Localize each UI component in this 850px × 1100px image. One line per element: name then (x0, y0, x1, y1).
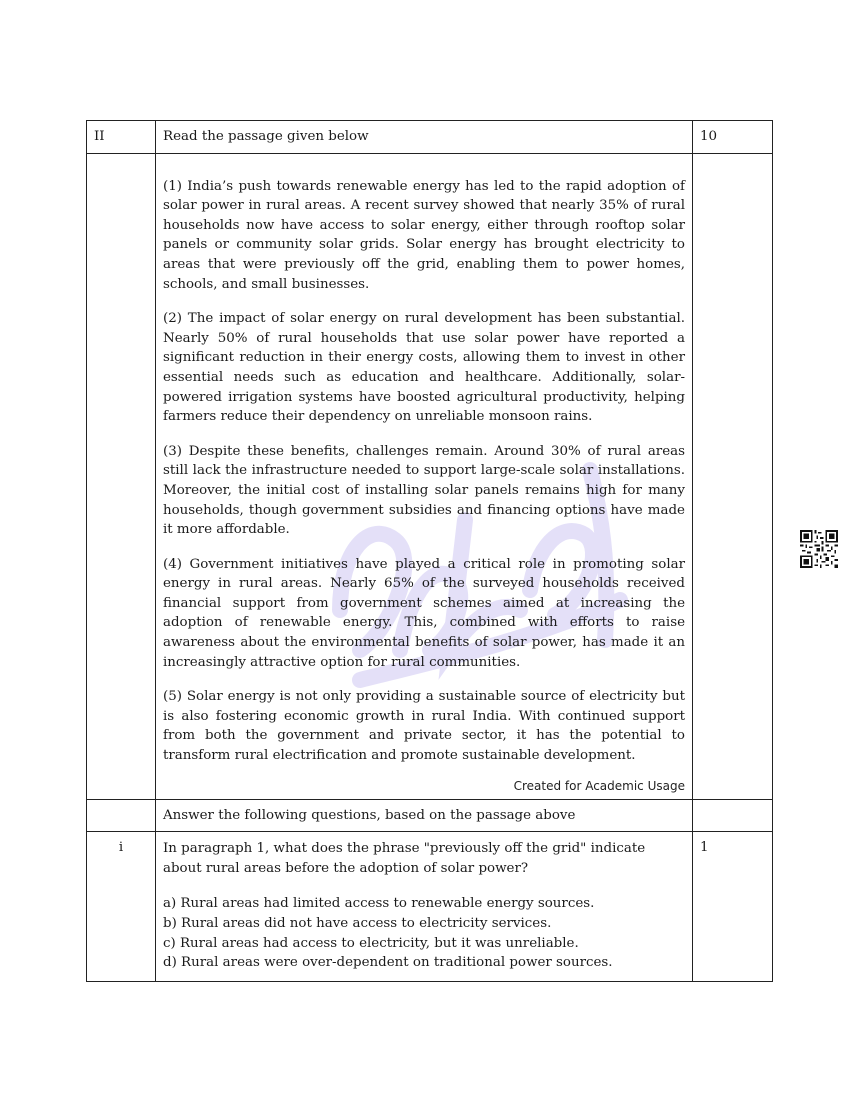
answer-marks-cell (693, 799, 773, 832)
passage-paragraph-2: (2) The impact of solar energy on rural development has been substantial. Nearly 50% of rural households that use solar power have reported a significant reduction in their energy costs, allowing them to invest in other essential needs such as education and healthcare. Additionally, solar-powered irrigation systems have boosted agricultural productivity, helping farmers reduce their dependency on unreliable monsoon rains. (163, 311, 685, 425)
section-header-row (87, 121, 773, 154)
section-number: II (87, 121, 156, 154)
passage-number-cell (87, 153, 156, 799)
passage-cell (156, 153, 693, 799)
passage-paragraph-4: (4) Government initiatives have played a critical role in promoting solar energy in rural areas. Nearly 65% of the surveyed households received financial support from government schemes aimed at increasing the adoption of renewable energy. This, combined with efforts to raise awareness about the environmental benefits of solar power, has made it an increasingly attractive option for rural communities. (163, 556, 685, 670)
question-cell (156, 832, 693, 982)
option-b: b) Rural areas did not have access to electricity services. (163, 916, 552, 931)
question-row (87, 832, 773, 982)
passage-paragraph-1: (1) India’s push towards renewable energy has led to the rapid adoption of solar power in rural areas. A recent survey showed that nearly 35% of rural households now have access to solar energy, either through rooftop solar panels or community solar grids. Solar energy has brought electricity to areas that were previously off the grid, enabling them to power homes, schools, and small businesses. (163, 178, 685, 292)
question-table (86, 120, 773, 982)
section-marks: 10 (693, 121, 773, 154)
answer-instruction: Answer the following questions, based on the passage above (156, 799, 693, 832)
passage-paragraph-3: (3) Despite these benefits, challenges remain. Around 30% of rural areas still lack the infrastructure needed to support large-scale solar installations. Moreover, the initial cost of installing solar panels remains high for many households, though government subsidies and financing options have made it more affordable. (163, 443, 685, 538)
section-instruction: Read the passage given below (156, 121, 693, 154)
passage-row (87, 153, 773, 799)
question-number: i (87, 832, 156, 982)
qr-code-icon (800, 530, 838, 568)
question-marks: 1 (693, 832, 773, 982)
option-a: a) Rural areas had limited access to renewable energy sources. (163, 896, 595, 912)
passage-paragraph-5: (5) Solar energy is not only providing a sustainable source of electricity but is also fostering economic growth in rural India. With continued support from both the government and private sector, it has the potential to transform rural electrification and promote sustainable development. (163, 689, 685, 764)
question-text: In paragraph 1, what does the phrase "previously off the grid" indicate about rural areas before the adoption of solar power? (163, 841, 646, 876)
answer-number-cell (87, 799, 156, 832)
option-c: c) Rural areas had access to electricity, but it was unreliable. (163, 935, 579, 951)
option-d: d) Rural areas were over-dependent on traditional power sources. (163, 955, 613, 971)
passage-credit: Created for Academic Usage (513, 778, 685, 793)
passage-marks-cell (693, 153, 773, 799)
answer-instruction-row (87, 799, 773, 832)
